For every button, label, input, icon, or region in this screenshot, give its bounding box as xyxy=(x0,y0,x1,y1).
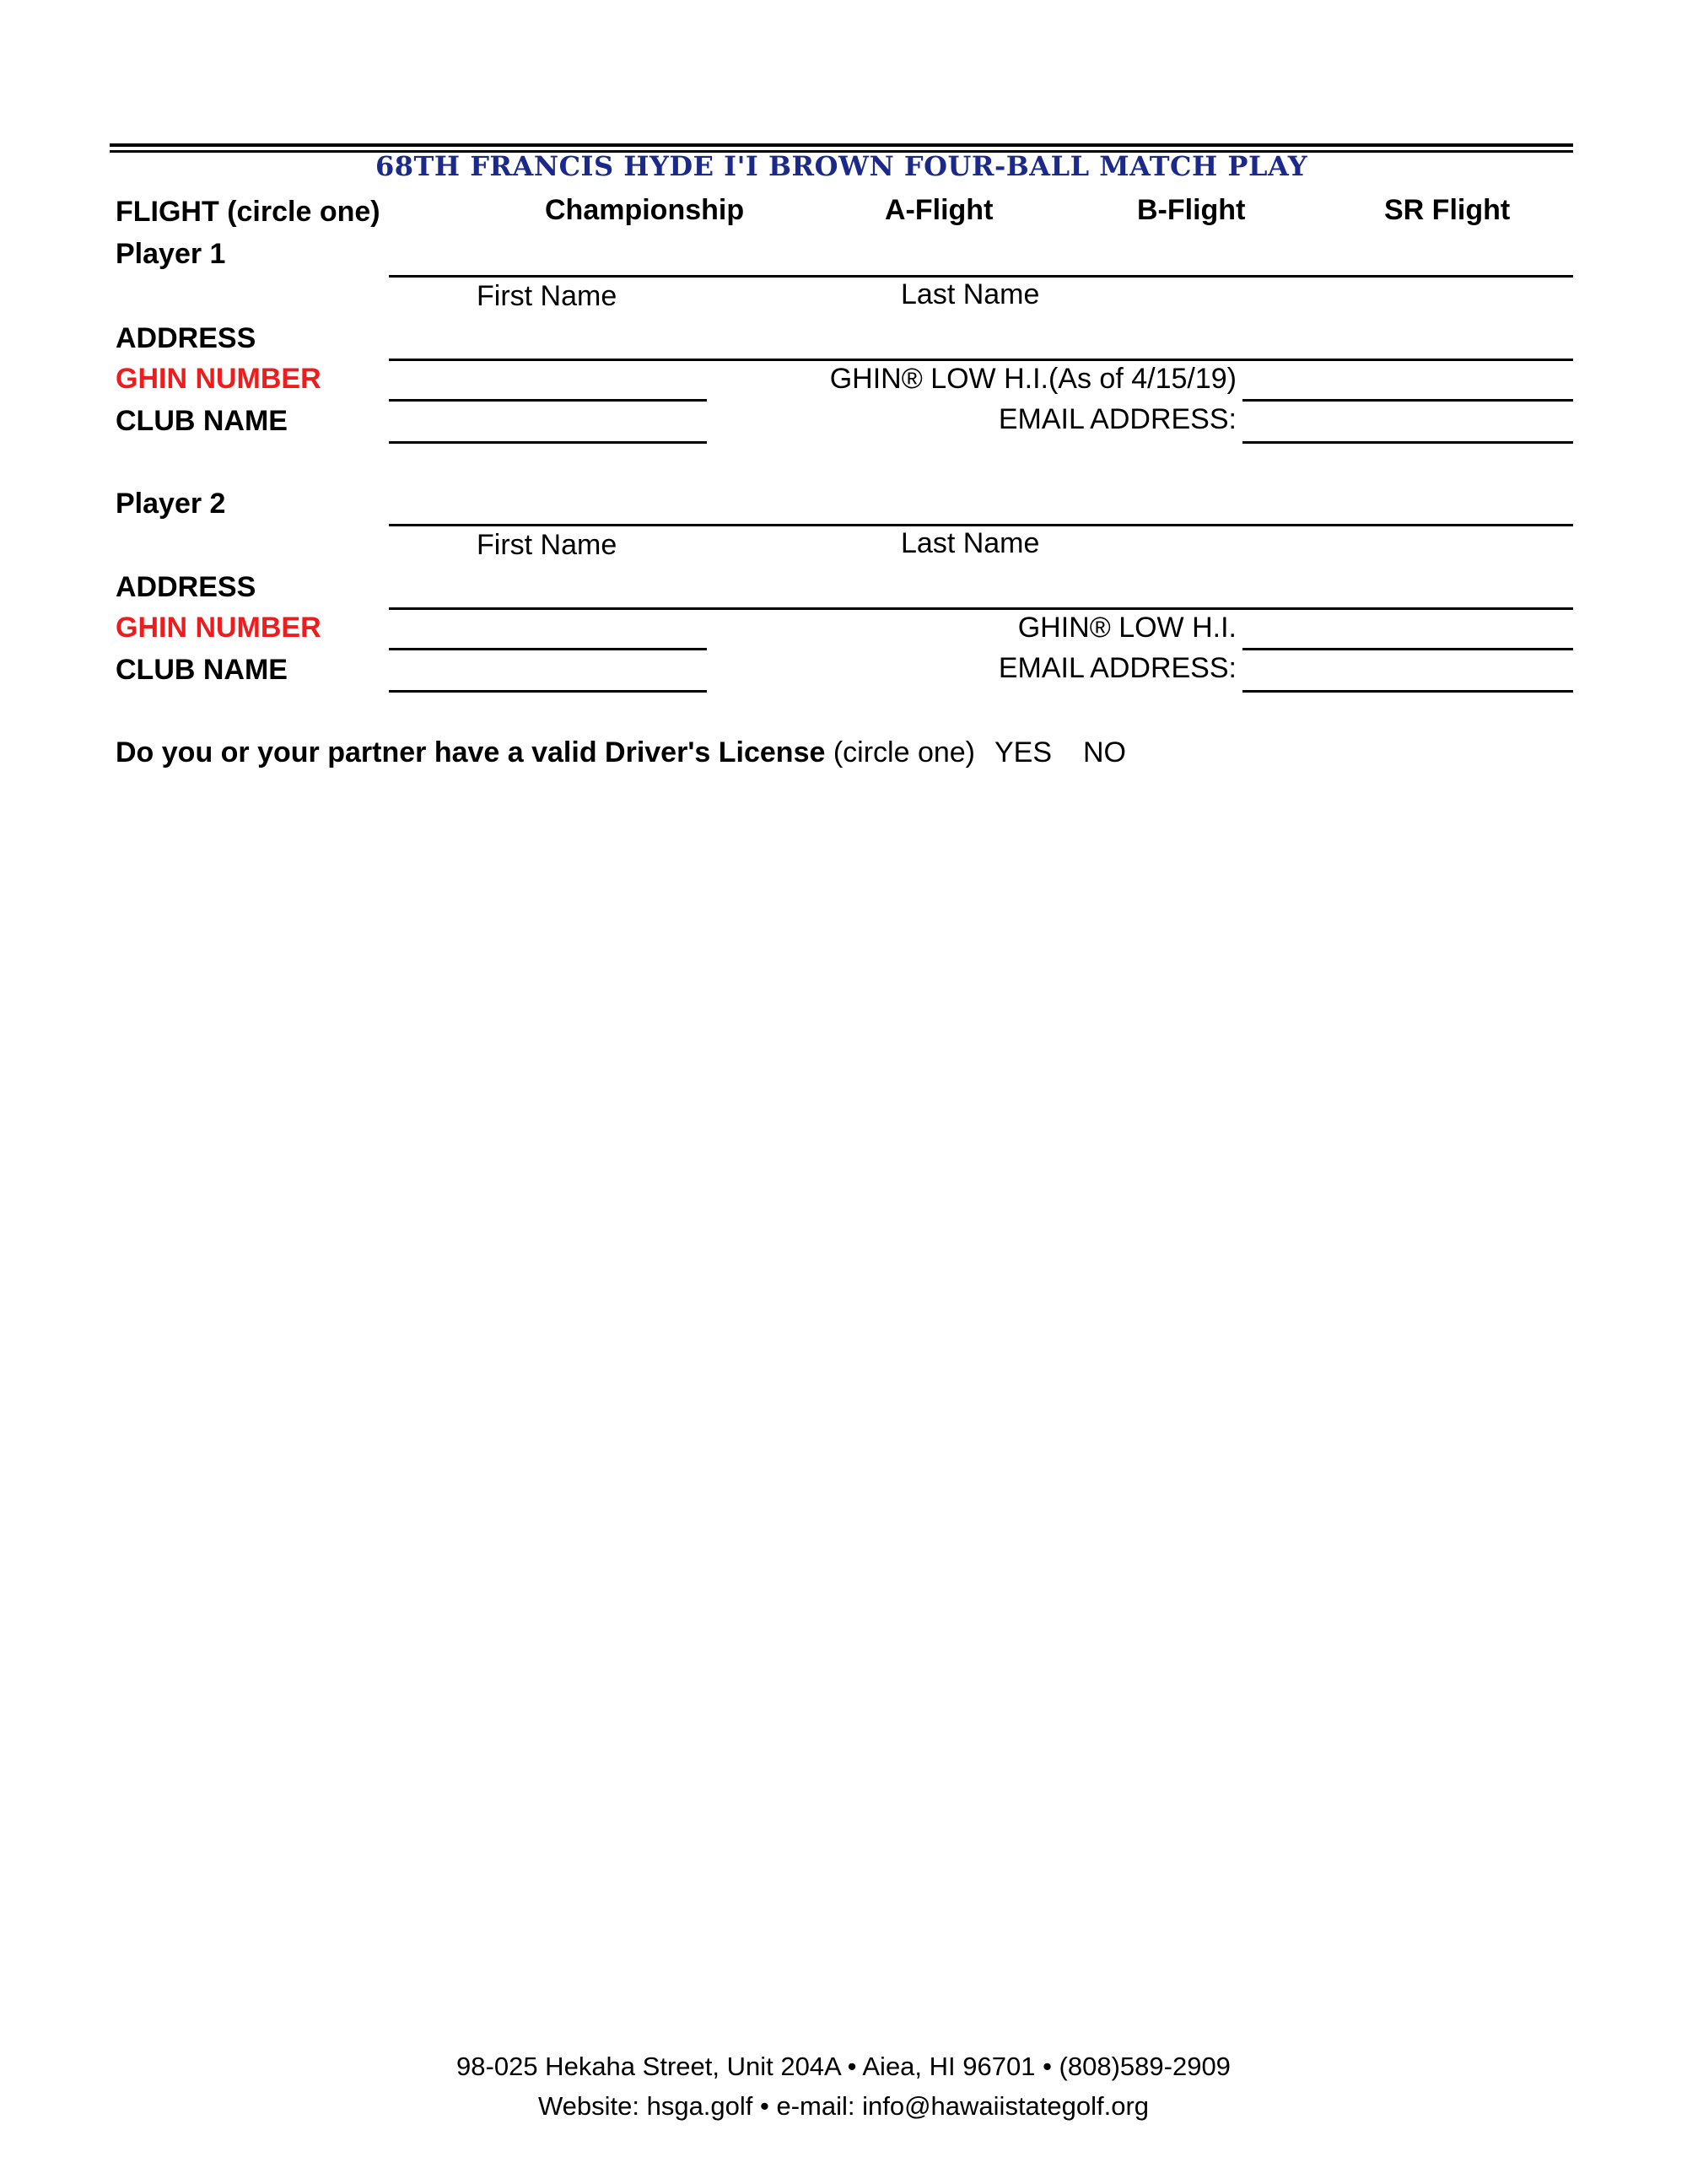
player1-ghin-number-label: GHIN NUMBER xyxy=(116,363,321,395)
player1-name-field[interactable] xyxy=(389,275,1573,278)
license-yes-option[interactable]: YES xyxy=(994,736,1053,768)
player1-first-name-caption: First Name xyxy=(477,280,617,312)
player1-ghin-number-field[interactable] xyxy=(389,399,707,402)
player2-club-name-label: CLUB NAME xyxy=(116,654,288,686)
flight-label: FLIGHT (circle one) xyxy=(116,196,380,228)
player2-address-field[interactable] xyxy=(389,607,1573,610)
player2-ghin-number-label: GHIN NUMBER xyxy=(116,612,321,644)
header-rule-top xyxy=(110,143,1573,147)
player2-email-label: EMAIL ADDRESS: xyxy=(998,652,1237,684)
player2-ghin-low-hi-label: GHIN® LOW H.I. xyxy=(1017,612,1237,644)
player2-last-name-caption: Last Name xyxy=(901,527,1040,559)
license-question xyxy=(116,736,975,769)
player2-address-label: ADDRESS xyxy=(116,571,256,603)
player1-club-name-field[interactable] xyxy=(389,441,707,444)
flight-option-b[interactable]: B-Flight xyxy=(1137,194,1246,226)
license-no-option[interactable]: NO xyxy=(1083,736,1126,768)
player2-ghin-number-field[interactable] xyxy=(389,648,707,650)
license-question-suffix: (circle one) xyxy=(833,736,976,768)
flight-option-sr[interactable]: SR Flight xyxy=(1384,194,1511,226)
footer-contact: Website: hsga.golf • e-mail: info@hawaiistategolf.org xyxy=(537,2091,1150,2121)
player1-ghin-low-hi-label: GHIN® LOW H.I.(As of 4/15/19) xyxy=(829,363,1237,395)
player1-last-name-caption: Last Name xyxy=(901,278,1040,310)
player1-label: Player 1 xyxy=(116,238,226,270)
player1-club-name-label: CLUB NAME xyxy=(116,405,288,437)
player2-name-field[interactable] xyxy=(389,524,1573,526)
player2-club-name-field[interactable] xyxy=(389,690,707,693)
player1-address-field[interactable] xyxy=(389,359,1573,361)
flight-option-a[interactable]: A-Flight xyxy=(885,194,994,226)
footer-address: 98-025 Hekaha Street, Unit 204A • Aiea, HI 96701 • (808)589-2909 xyxy=(456,2052,1231,2081)
player1-email-field[interactable] xyxy=(1242,441,1573,444)
flight-option-championship[interactable]: Championship xyxy=(545,194,745,226)
player2-label: Player 2 xyxy=(116,488,226,520)
player2-ghin-low-hi-field[interactable] xyxy=(1242,648,1573,650)
player1-email-label: EMAIL ADDRESS: xyxy=(998,403,1237,435)
license-question-text: Do you or your partner have a valid Driver's License xyxy=(116,736,826,768)
player2-first-name-caption: First Name xyxy=(477,529,617,561)
player2-email-field[interactable] xyxy=(1242,690,1573,693)
player1-ghin-low-hi-field[interactable] xyxy=(1242,399,1573,402)
player1-address-label: ADDRESS xyxy=(116,322,256,354)
form-title: 68TH FRANCIS HYDE I'I BROWN FOUR-BALL MATCH PLAY xyxy=(375,150,1308,182)
